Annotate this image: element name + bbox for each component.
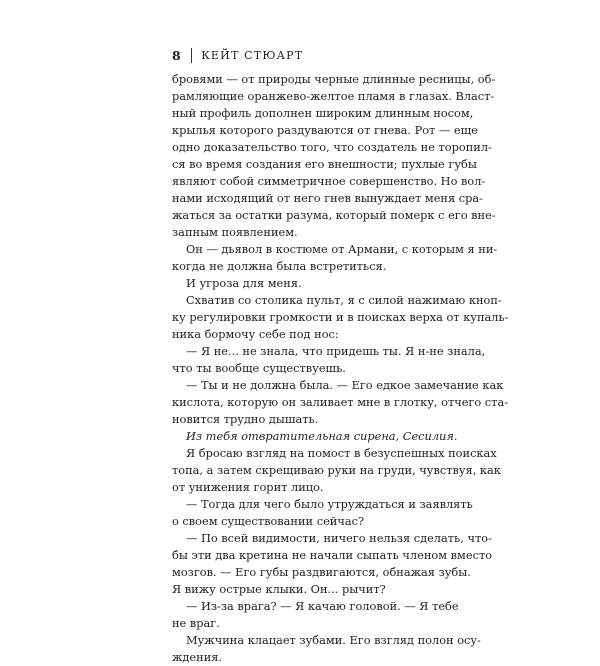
text-line: Схватив со столика пульт, я с силой нажимаю кноп- bbox=[186, 293, 502, 307]
text-line: бы эти два кретина не начали сыпать членом вместо bbox=[172, 548, 493, 562]
paragraph bbox=[172, 275, 428, 292]
paragraph bbox=[172, 496, 473, 530]
text-line: ся во время создания его внешности; пухлые губы bbox=[172, 157, 477, 171]
paragraph bbox=[172, 632, 481, 666]
paragraph bbox=[172, 241, 498, 275]
text-line: когда не должна была встретиться. bbox=[172, 259, 387, 273]
text-line: — По всей видимости, ничего нельзя сделать, что- bbox=[186, 531, 492, 545]
running-head bbox=[172, 46, 303, 64]
text-line: ждения. bbox=[172, 650, 223, 664]
text-line: запным появлением. bbox=[172, 225, 298, 239]
paragraph bbox=[172, 292, 509, 343]
text-line: топа, а затем скрещиваю руки на груди, чувствуя, как bbox=[172, 463, 501, 477]
header-divider bbox=[191, 48, 192, 63]
text-line: о своем существовании сейчас? bbox=[172, 514, 365, 528]
text-line: кислота, которую он заливает мне в глотку, отчего ста- bbox=[172, 395, 509, 409]
text-line: — Я не... не знала, что придешь ты. Я н-не знала, bbox=[186, 344, 486, 358]
body-text bbox=[172, 71, 509, 666]
text-line: Я бросаю взгляд на помост в безуспешных поисках bbox=[186, 446, 497, 460]
text-line: мозгов. — Его губы раздвигаются, обнажая зубы. bbox=[172, 565, 471, 579]
text-line: новится трудно дышать. bbox=[172, 412, 319, 426]
text-line: рамляющие оранжево-желтое пламя в глазах. Власт- bbox=[172, 89, 495, 103]
paragraph bbox=[172, 428, 458, 445]
paragraph bbox=[172, 530, 493, 598]
text-line: Из тебя отвратительная сирена, Сесилия. bbox=[186, 429, 458, 443]
text-line: нами исходящий от него гнев вынуждает меня сра- bbox=[172, 191, 483, 205]
paragraph bbox=[172, 377, 509, 428]
page-number: 8 bbox=[172, 47, 182, 63]
paragraph bbox=[172, 343, 486, 377]
author-name: КЕЙТ СТЮАРТ bbox=[201, 48, 304, 62]
paragraph bbox=[172, 71, 496, 241]
text-line: Мужчина клацает зубами. Его взгляд полон осу- bbox=[186, 633, 481, 647]
text-line: ный профиль дополнен широким длинным носом, bbox=[172, 106, 474, 120]
paragraph bbox=[172, 445, 501, 496]
text-line: от унижения горит лицо. bbox=[172, 480, 324, 494]
text-line: — Из-за врага? — Я качаю головой. — Я тебе bbox=[186, 599, 459, 613]
text-line: ку регулировки громкости и в поисках верха от купаль- bbox=[172, 310, 509, 324]
text-line: ника бормочу себе под нос: bbox=[172, 327, 339, 341]
text-line: жаться за остатки разума, который померк с его вне- bbox=[172, 208, 496, 222]
text-line: — Ты и не должна была. — Его едкое замечание как bbox=[186, 378, 504, 392]
text-line: не враг. bbox=[172, 616, 220, 630]
text-line: — Тогда для чего было утруждаться и заявлять bbox=[186, 497, 473, 511]
text-line: Я вижу острые клыки. Он... рычит? bbox=[172, 582, 386, 596]
text-line: одно доказательство того, что создатель не торопил- bbox=[172, 140, 492, 154]
text-line: И угроза для меня. bbox=[186, 276, 302, 290]
text-line: Он — дьявол в костюме от Армани, с которым я ни- bbox=[186, 242, 498, 256]
text-line: крылья которого раздуваются от гнева. Рот — еще bbox=[172, 123, 478, 137]
paragraph bbox=[172, 598, 459, 632]
text-line: являют собой симметричное совершенство. Но вол- bbox=[172, 174, 486, 188]
text-line: что ты вообще существуешь. bbox=[172, 361, 346, 375]
text-line: бровями — от природы черные длинные ресницы, об- bbox=[172, 72, 496, 86]
